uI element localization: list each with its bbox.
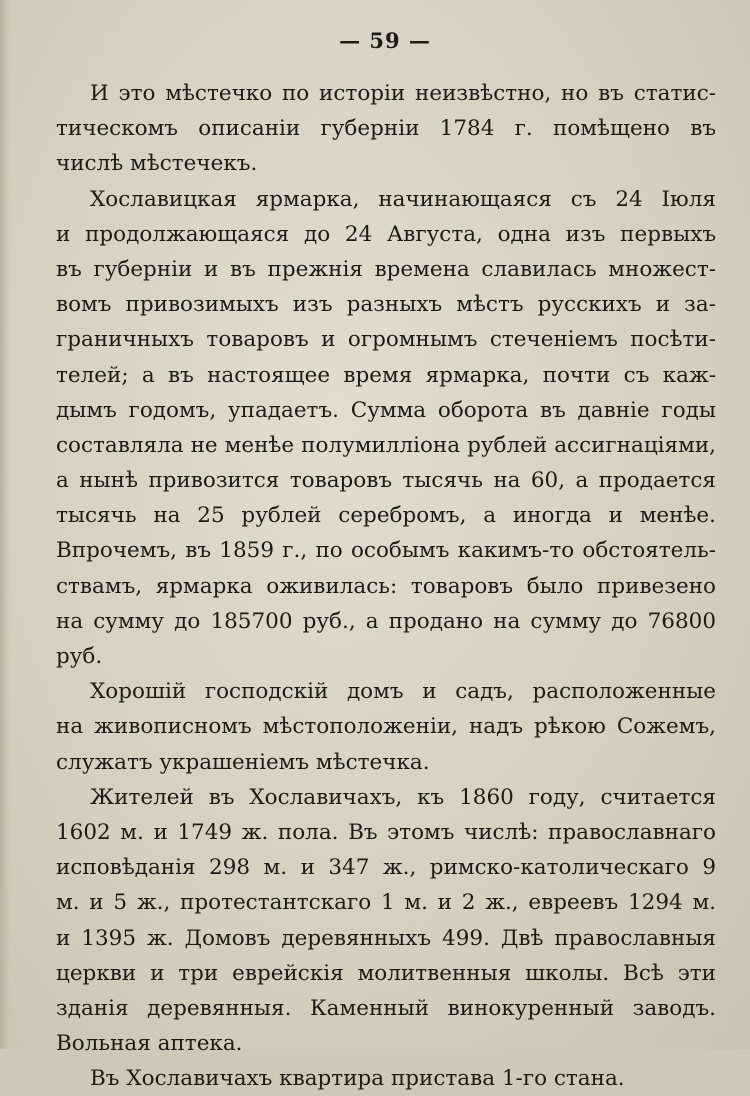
paragraph-2 — [56, 182, 716, 675]
text-line: Въ Хославичахъ квартира пристава 1-го стана. — [90, 1066, 625, 1092]
text-line: руб. — [56, 644, 103, 669]
page-text — [56, 76, 716, 1096]
text-line: вомъ привозимыхъ изъ разныхъ мѣстъ русскихъ и за- — [56, 292, 716, 318]
text-line: телей; а въ настоящее время ярмарка, почти съ каж- — [56, 362, 716, 388]
paragraph-3 — [56, 674, 716, 780]
text-line: тысячь на 25 рублей серебромъ, а иногда и менѣе. — [56, 503, 716, 529]
text-line: составляла не менѣе полумилліона рублей ассигнаціями, — [56, 432, 716, 458]
text-line: въ губерніи и въ прежнія времена славилась множест- — [56, 256, 716, 282]
text-line: церкви и три еврейскія молитвенныя школы. Всѣ эти — [56, 960, 716, 986]
text-line: на живописномъ мѣстоположеніи, надъ рѣкою Сожемъ, — [56, 714, 716, 740]
text-line: ствамъ, ярмарка оживилась: товаровъ было привезено — [56, 573, 716, 599]
text-line: а нынѣ привозится товаровъ тысячь на 60, а продается — [56, 468, 716, 494]
text-line: тическомъ описаніи губерніи 1784 г. помѣщено въ — [56, 116, 716, 142]
text-line: и 1395 ж. Домовъ деревянныхъ 499. Двѣ православныя — [56, 925, 716, 951]
text-line: граничныхъ товаровъ и огромнымъ стеченіемъ посѣти- — [56, 327, 716, 353]
paragraph-1 — [56, 76, 716, 182]
text-line: зданія деревянныя. Каменный винокуренный заводъ. — [56, 995, 716, 1021]
paragraph-5 — [56, 1061, 716, 1096]
text-line: исповѣданія 298 м. и 347 ж., римско-католическаго 9 — [56, 855, 716, 881]
text-line: служатъ украшеніемъ мѣстечка. — [56, 749, 430, 775]
text-line: Вольная аптека. — [56, 1031, 243, 1057]
text-line: и продолжающаяся до 24 Августа, одна изъ первыхъ — [56, 221, 716, 247]
text-line: Хославицкая ярмарка, начинающаяся съ 24 Іюля — [90, 186, 716, 212]
text-line: на сумму до 185700 руб., а продано на сумму до 76800 — [56, 608, 716, 634]
text-line: Жителей въ Хославичахъ, къ 1860 году, считается — [90, 784, 716, 810]
text-line: числѣ мѣстечекъ. — [56, 151, 258, 177]
text-line: дымъ годомъ, упадаетъ. Сумма оборота въ давніе годы — [56, 397, 716, 423]
page-number: — 59 — — [339, 28, 431, 53]
paragraph-4 — [56, 780, 716, 1062]
text-line: И это мѣстечко по исторіи неизвѣстно, но въ статис- — [90, 81, 716, 106]
page-edge-shadow — [0, 0, 10, 1049]
text-line: Хорошій господскій домъ и садъ, расположенные — [90, 679, 716, 705]
text-line: м. и 5 ж., протестантскаго 1 м. и 2 ж., евреевъ 1294 м. — [56, 890, 716, 916]
text-line: 1602 м. и 1749 ж. пола. Въ этомъ числѣ: православнаго — [56, 819, 716, 845]
text-line: Впрочемъ, въ 1859 г., по особымъ какимъ-то обстоятель- — [56, 538, 716, 564]
